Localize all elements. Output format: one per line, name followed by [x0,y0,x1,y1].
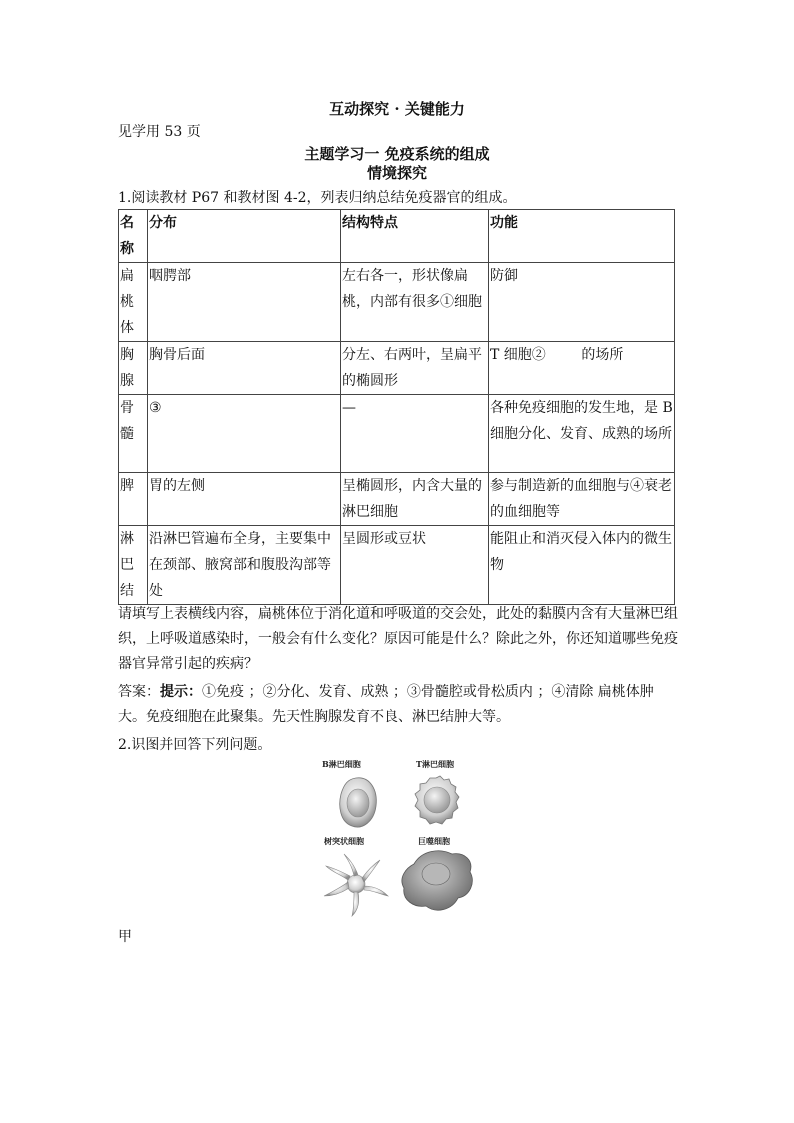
t-cell-label: T淋巴细胞 [416,759,454,769]
question-1: 1.阅读教材 P67 和教材图 4-2，列表归纳总结免疫器官的组成。 [118,190,517,206]
header-cell: 分布 [148,210,341,263]
table-cell: T 细胞② 的场所 [489,342,675,395]
table-row [119,526,675,605]
table-cell: 咽腭部 [148,263,341,342]
table-cell: 参与制造新的血细胞与④衰老的血细胞等 [489,473,675,526]
table-cell: 淋巴结 [119,526,148,605]
table-header-row [119,210,675,263]
dendritic-cell-image [324,854,388,916]
answer-label: 答案： [118,684,160,700]
table-cell: 扁桃体 [119,263,148,342]
immune-cells-figure [318,756,476,924]
table-cell: — [341,395,489,473]
question-paragraph: 请填写上表横线内容，扁桃体位于消化道和呼吸道的交会处，此处的黏膜内含有大量淋巴组织，上呼吸道感染时，一般会有什么变化？原因可能是什么？除此之外，你还知道哪些免疫器官异常引起的疾病？ [118,606,678,672]
macrophage-image [402,851,472,910]
page-reference: 见学用 53 页 [118,124,201,140]
table-cell: 骨髓 [119,395,148,473]
answer-text: ①免疫 ；②分化、发育、成熟 ；③骨髓腔或骨松质内 ；④清除 扁桃体肿大。免疫细胞在此聚集。先天性胸腺发育不良、淋巴结肿大等。 [118,684,654,725]
header-cell: 功能 [489,210,675,263]
header-cell: 结构特点 [341,210,489,263]
table-row [119,395,675,473]
question-2: 2.识图并回答下列问题。 [118,737,272,753]
table-row [119,473,675,526]
table-cell: 沿淋巴管遍布全身，主要集中在颈部、腋窝部和腹股沟部等处 [148,526,341,605]
table-cell: ③ [148,395,341,473]
figure-caption: 甲 [118,929,132,945]
t-lymphocyte-image [415,776,459,824]
dendritic-cell-label: 树突状细胞 [324,836,364,846]
table-cell: 各种免疫细胞的发生地，是 B 细胞分化、发育、成熟的场所 [489,395,675,473]
table-cell: 呈圆形或豆状 [341,526,489,605]
hint-label: 提示： [160,684,202,700]
table-row [119,263,675,342]
table-row [119,342,675,395]
table-cell: 呈椭圆形，内含大量的淋巴细胞 [341,473,489,526]
page-title: 互动探究 · 关键能力 [329,100,465,118]
answer-paragraph [118,680,678,730]
table-cell: 分左、右两叶，呈扁平的椭圆形 [341,342,489,395]
table-cell: 脾 [119,473,148,526]
topic-heading [0,145,794,183]
b-cell-label: B淋巴细胞 [322,759,361,769]
header-cell: 名称 [119,210,148,263]
table-cell: 防御 [489,263,675,342]
section-title: 情境探究 [366,164,427,182]
table-cell: 胃的左侧 [148,473,341,526]
table-cell: 胸腺 [119,342,148,395]
table-cell: 能阻止和消灭侵入体内的微生物 [489,526,675,605]
immune-organs-table [118,209,675,605]
topic-title: 主题学习一 免疫系统的组成 [304,145,490,163]
table-cell: 左右各一，形状像扁桃，内部有很多①细胞 [341,263,489,342]
table-cell: 胸骨后面 [148,342,341,395]
macrophage-label: 巨噬细胞 [418,836,450,846]
b-lymphocyte-image [340,778,377,827]
